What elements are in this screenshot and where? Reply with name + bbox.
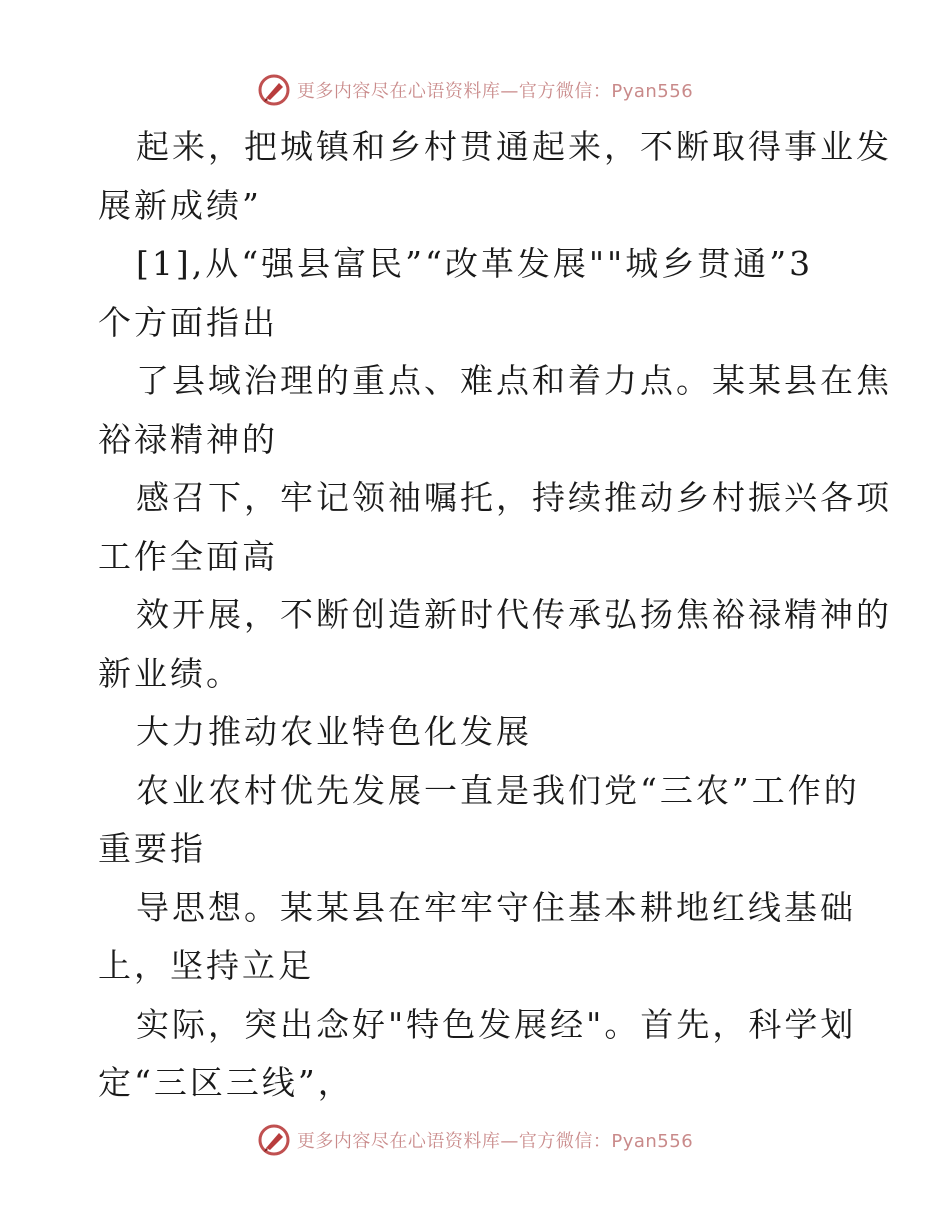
watermark-text: 更多内容尽在心语资料库—官方微信：Pyan556 [296,1131,694,1152]
section-heading: 大力推动农业特色化发展 [136,712,532,751]
text-line: 重要指 [98,829,206,868]
text-line: 导思想。某某县在牢牢守住基本耕地红线基础 [136,887,856,927]
text-line: [1],从“强县富民”“改革发展""城乡贯通”3 [136,244,814,283]
pen-circle-icon [257,73,291,107]
text-line: 工作全面高 [98,536,278,576]
text-line: 效开展，不断创造新时代传承弘扬焦裕禄精神的 [136,595,892,634]
text-line: 个方面指出 [98,302,278,342]
text-line: 实际，突出念好"特色发展经"。首先，科学划 [136,1004,857,1044]
text-line: 了县域治理的重点、难点和着力点。某某县在焦 [136,361,892,400]
pen-circle-icon [257,1123,291,1157]
text-line: 定“三区三线”， [98,1063,354,1102]
text-line: 展新成绩” [98,185,262,225]
watermark-text: 更多内容尽在心语资料库—官方微信：Pyan556 [296,81,694,102]
text-line: 起来，把城镇和乡村贯通起来，不断取得事业发 [136,127,892,166]
text-line: 农业农村优先发展一直是我们党“三农”工作的 [136,770,860,810]
text-line: 新业绩。 [98,653,242,693]
text-line: 上，坚持立足 [98,946,314,985]
text-line: 裕禄精神的 [98,419,278,459]
header-watermark [0,70,950,110]
footer-watermark [0,1120,950,1160]
text-line: 感召下，牢记领袖嘱托，持续推动乡村振兴各项 [136,478,892,517]
document-body [98,118,892,1113]
